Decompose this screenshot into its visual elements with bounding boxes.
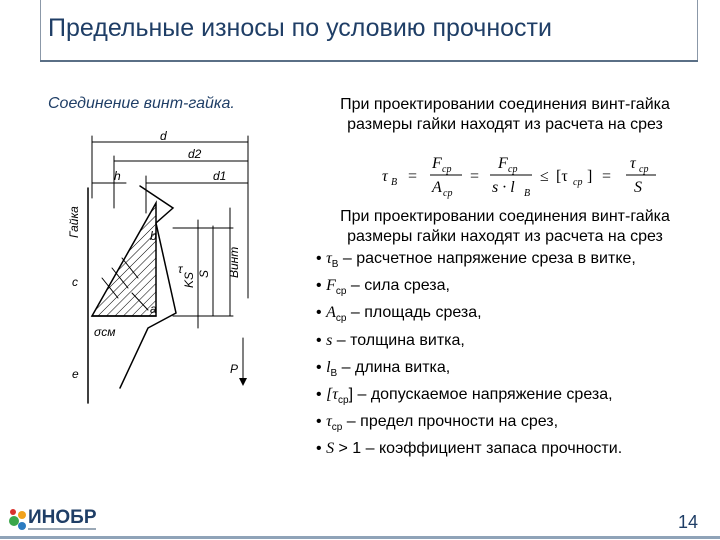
formula-f1-num-sub: ср bbox=[442, 164, 452, 175]
label-d: d bbox=[160, 129, 167, 143]
formula-lhs: τ bbox=[382, 168, 388, 185]
frame-left-border bbox=[40, 0, 41, 60]
formula-f3-num-sub: ср bbox=[639, 164, 649, 175]
label-b: b bbox=[150, 229, 157, 243]
label-tau: τ bbox=[178, 262, 183, 276]
second-paragraph bbox=[300, 207, 710, 247]
logo-icon bbox=[6, 504, 30, 536]
label-c: c bbox=[72, 275, 78, 289]
formula-eq-3: = bbox=[602, 168, 612, 185]
intro-line-2: размеры гайки находят из расчета на срез bbox=[347, 116, 663, 133]
list-item: • $F_{ср}$ – сила среза, bbox=[316, 277, 450, 298]
logo-text: ИНОБР bbox=[28, 507, 97, 528]
formula-f2-num: F bbox=[498, 155, 508, 172]
list-item: • $\tau_{ср}$ – предел прочности на срез, bbox=[316, 413, 559, 434]
formula-f1-den: A bbox=[432, 179, 442, 196]
thread-drawing bbox=[48, 128, 268, 418]
formula-bracket-close: ] bbox=[587, 168, 593, 185]
para2-line-1: При проектировании соединения винт-гайка bbox=[340, 208, 670, 225]
list-item: • $[\tau_{ср}]$ – допускаемое напряжение среза, bbox=[316, 385, 613, 407]
definitions-list bbox=[316, 248, 636, 466]
formula-le: ≤ bbox=[540, 168, 549, 185]
formula-f2-den: s · l bbox=[492, 179, 515, 196]
para2-line-2: размеры гайки находят из расчета на срез bbox=[347, 228, 663, 245]
list-item: • $\tau_В$ – расчетное напряжение среза в витке, bbox=[316, 250, 636, 271]
slide-title: Предельные износы по условию прочности bbox=[48, 14, 552, 42]
title-underline bbox=[40, 60, 698, 62]
intro-line-1: При проектировании соединения винт-гайка bbox=[340, 96, 670, 113]
formula-f1-num: F bbox=[432, 155, 442, 172]
formula-eq-2: = bbox=[470, 168, 480, 185]
nut-thread-hatched bbox=[92, 203, 156, 316]
frame-bottom-border bbox=[0, 536, 720, 539]
label-ks: KS bbox=[182, 271, 196, 288]
label-sigma: σсм bbox=[94, 325, 116, 339]
list-item: • $l_В$ – длина витка, bbox=[316, 358, 451, 379]
shear-formula bbox=[380, 150, 680, 202]
subtitle: Соединение винт-гайка. bbox=[48, 95, 235, 112]
label-P: P bbox=[230, 362, 239, 376]
intro-paragraph bbox=[300, 95, 710, 135]
frame-right-border bbox=[697, 0, 698, 60]
label-h: h bbox=[114, 169, 121, 183]
label-screw: Винт bbox=[227, 246, 241, 278]
list-item: • $A_{ср}$ – площадь среза, bbox=[316, 304, 482, 325]
label-s: S bbox=[197, 269, 211, 278]
formula-bracket-sub: ср bbox=[573, 177, 583, 188]
list-item: • S > 1 – коэффициент запаса прочности. bbox=[316, 440, 623, 458]
formula-lhs-sub: В bbox=[391, 177, 398, 188]
formula-f1-den-sub: ср bbox=[443, 188, 453, 199]
force-arrowhead bbox=[239, 378, 247, 386]
formula-f2-den-sub: В bbox=[524, 188, 531, 199]
list-item: • s – толщина витка, bbox=[316, 331, 465, 349]
label-nut: Гайка bbox=[67, 206, 81, 238]
label-d1: d1 bbox=[213, 169, 227, 183]
label-e: e bbox=[72, 367, 79, 381]
formula-f3-num: τ bbox=[630, 155, 636, 172]
label-d2: d2 bbox=[188, 147, 202, 161]
formula-f3-den: S bbox=[634, 179, 642, 196]
formula-f2-num-sub: ср bbox=[508, 164, 518, 175]
logo-underline bbox=[28, 528, 96, 530]
page-number: 14 bbox=[678, 512, 699, 532]
label-a: a bbox=[150, 302, 157, 316]
formula-bracket: [τ bbox=[556, 168, 568, 185]
formula-eq-1: = bbox=[408, 168, 418, 185]
